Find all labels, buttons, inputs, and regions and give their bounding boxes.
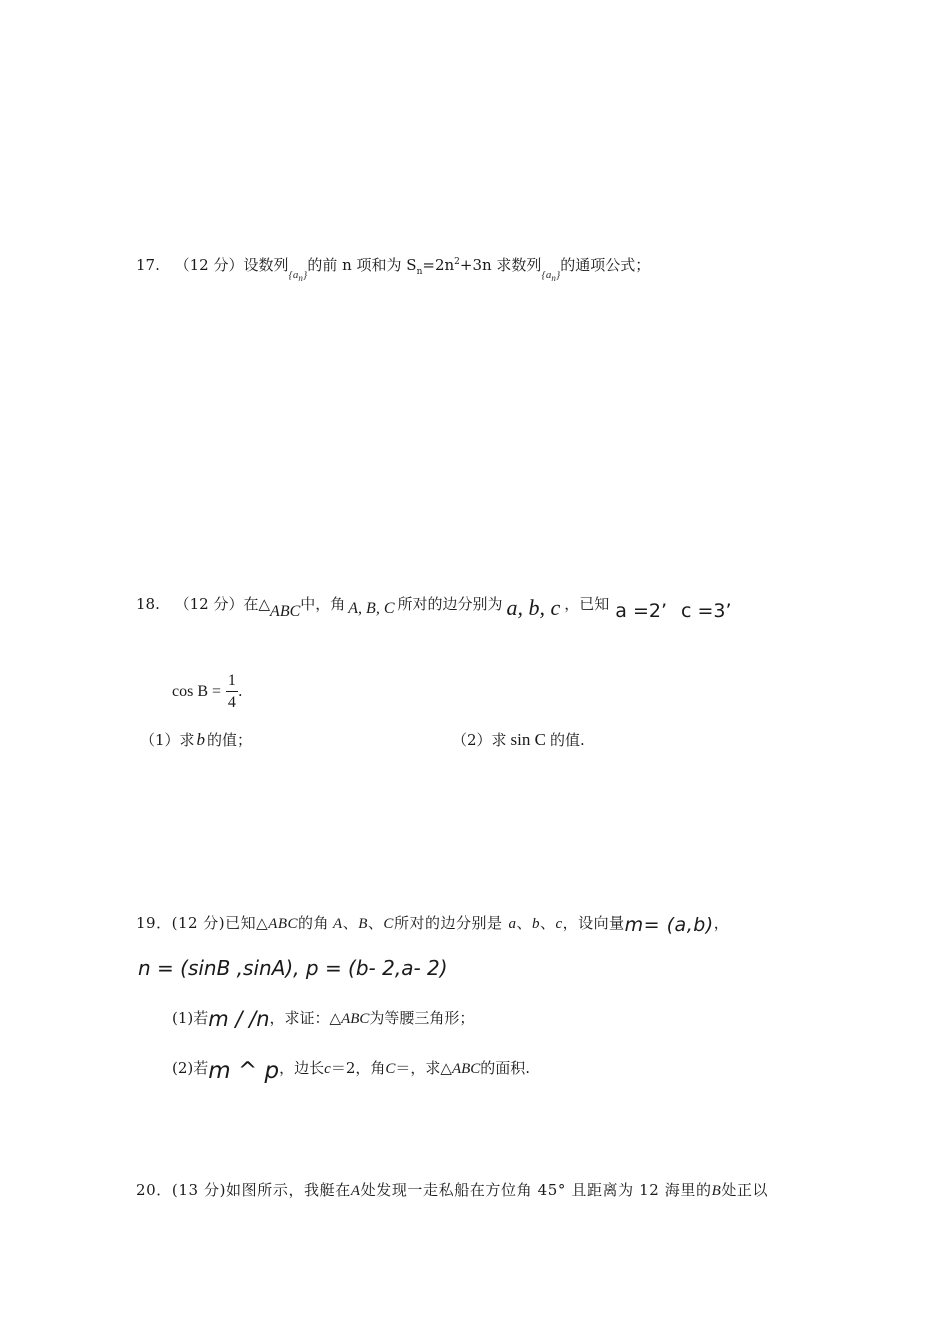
q18-part-1: （1）求 b 的值； bbox=[140, 730, 253, 749]
triangle-abc: ABC bbox=[270, 603, 301, 620]
sequence-symbol: {an} bbox=[541, 269, 561, 284]
q17-text: 设数列 bbox=[243, 256, 289, 274]
sequence-symbol: {an} bbox=[288, 269, 308, 284]
fraction-one-quarter: $\frac{1}{4}$ bbox=[227, 671, 236, 711]
question-18: 18. （12 分）在△ABC中，角 A, B, C 所对的边分别为 a, b, c ，已知 a =2’ c =3’ bbox=[136, 595, 732, 622]
sides-abc: a, b, c bbox=[506, 595, 561, 620]
vectors-n-p: n = (sinB ,sinA), p = (b- 2,a- 2) bbox=[138, 956, 448, 980]
question-20: 20．(13 分)如图所示，我艇在A处发现一走私船在方位角 45° 且距离为 12 海里的B处正以 bbox=[136, 1181, 769, 1199]
angles-abc: A, B, C bbox=[348, 600, 395, 617]
q19-part-1: (1)若m / /n，求证：△ABC为等腰三角形； bbox=[172, 1007, 475, 1031]
question-19: 19．(12 分)已知△ABC的角 A、B、C所对的边分别是 a、b、c，设向量m= (a,b)， bbox=[136, 914, 730, 936]
c-equals-3: c =3’ bbox=[681, 600, 732, 622]
question-17: 17. （12 分）设数列$_{\{a_n\}}$的前 n 项和为 $S_n=2n^2+3n$ 求数列$_{\{a_n\}}$的通项公式； bbox=[136, 256, 651, 284]
a-equals-2: a =2’ bbox=[615, 600, 668, 622]
q18-points: （12 分） bbox=[174, 595, 244, 613]
q17-points: （12 分） bbox=[174, 256, 244, 274]
vector-m: m= (a,b) bbox=[624, 914, 714, 936]
q18-part-2: （2）求 sin C 的值. bbox=[452, 730, 585, 749]
q19-part-2: (2)若m ^ p，边长c＝2，角C＝，求△ABC的面积. bbox=[172, 1058, 531, 1084]
cos-b-equation: cos B = $\frac{1}{4}$ . bbox=[172, 668, 243, 715]
q18-number: 18. bbox=[136, 595, 160, 613]
q17-number: 17. bbox=[136, 256, 160, 274]
